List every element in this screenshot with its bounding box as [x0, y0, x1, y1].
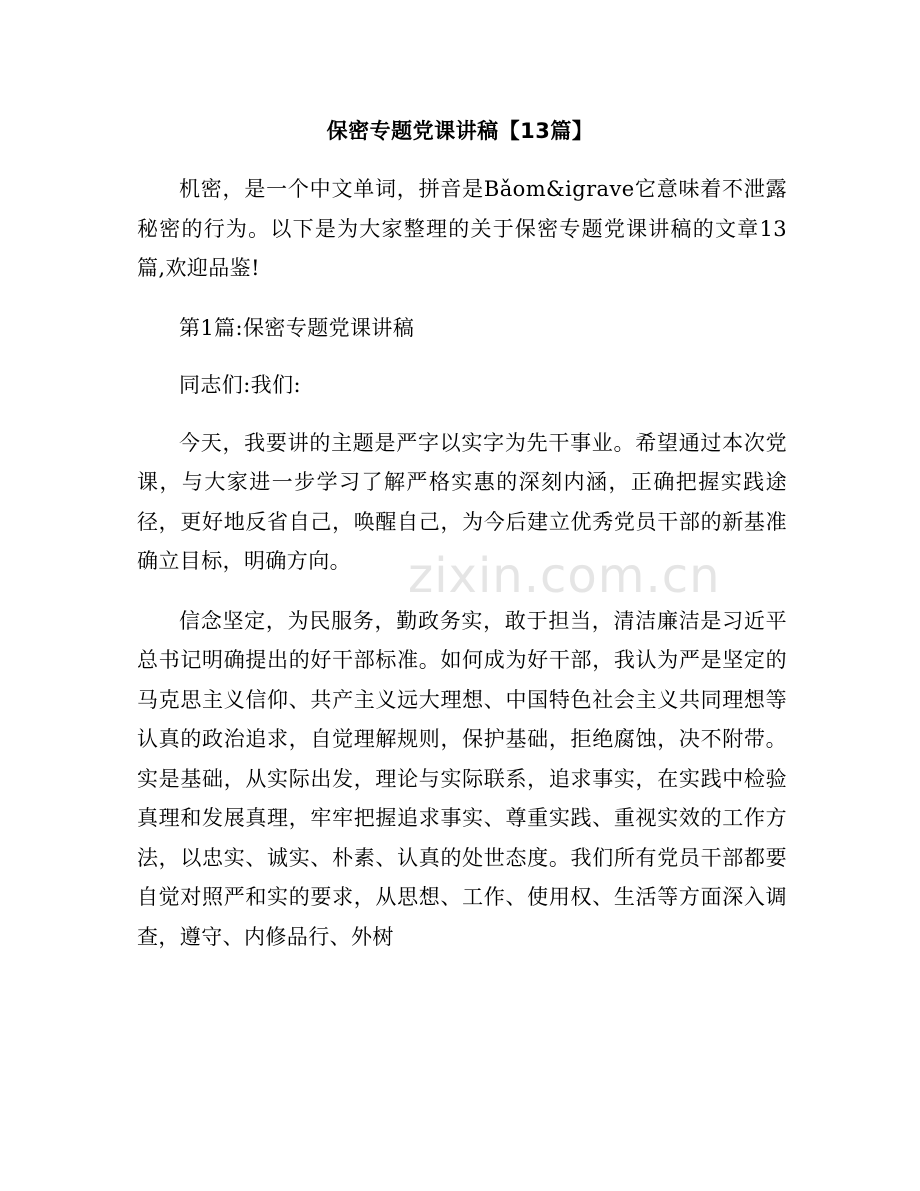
- body-paragraph: 今天，我要讲的主题是严字以实字为先干事业。希望通过本次党课，与大家进一步学习了解严格实惠的深刻内涵，正确把握实践途径，更好地反省自己，唤醒自己，为今后建立优秀党员干部的新基准确立目标，明确方向。: [137, 430, 787, 573]
- intro-paragraph: 机密，是一个中文单词，拼音是Bǎom&igrave它意味着不泄露秘密的行为。以下是为大家整理的关于保密专题党课讲稿的文章13篇,欢迎品鉴!: [137, 177, 787, 280]
- salutation: 同志们:我们:: [179, 373, 301, 397]
- body-paragraph: 信念坚定，为民服务，勤政务实，敢于担当，清洁廉洁是习近平总书记明确提出的好干部标准。如何成为好干部，我认为严是坚定的马克思主义信仰、共产主义远大理想、中国特色社会主义共同理想等认真的政治追求，自觉理解规则，保护基础，拒绝腐蚀，决不附带。实是基础，从实际出发，理论与实际联系，追求事实，在实践中检验真理和发展真理，牢牢把握追求事实、尊重实践、重视实效的工作方法，以忠实、诚实、朴素、认真的处世态度。我们所有党员干部都要自觉对照严和实的要求，从思想、工作、使用权、生活等方面深入调查，遵守、内修品行、外树: [137, 608, 787, 949]
- section-heading: 第1篇:保密专题党课讲稿: [179, 315, 415, 340]
- watermark: zixin.com.cn: [408, 548, 721, 604]
- document-title: 保密专题党课讲稿【13篇】: [326, 119, 594, 143]
- document-body: [137, 170, 787, 977]
